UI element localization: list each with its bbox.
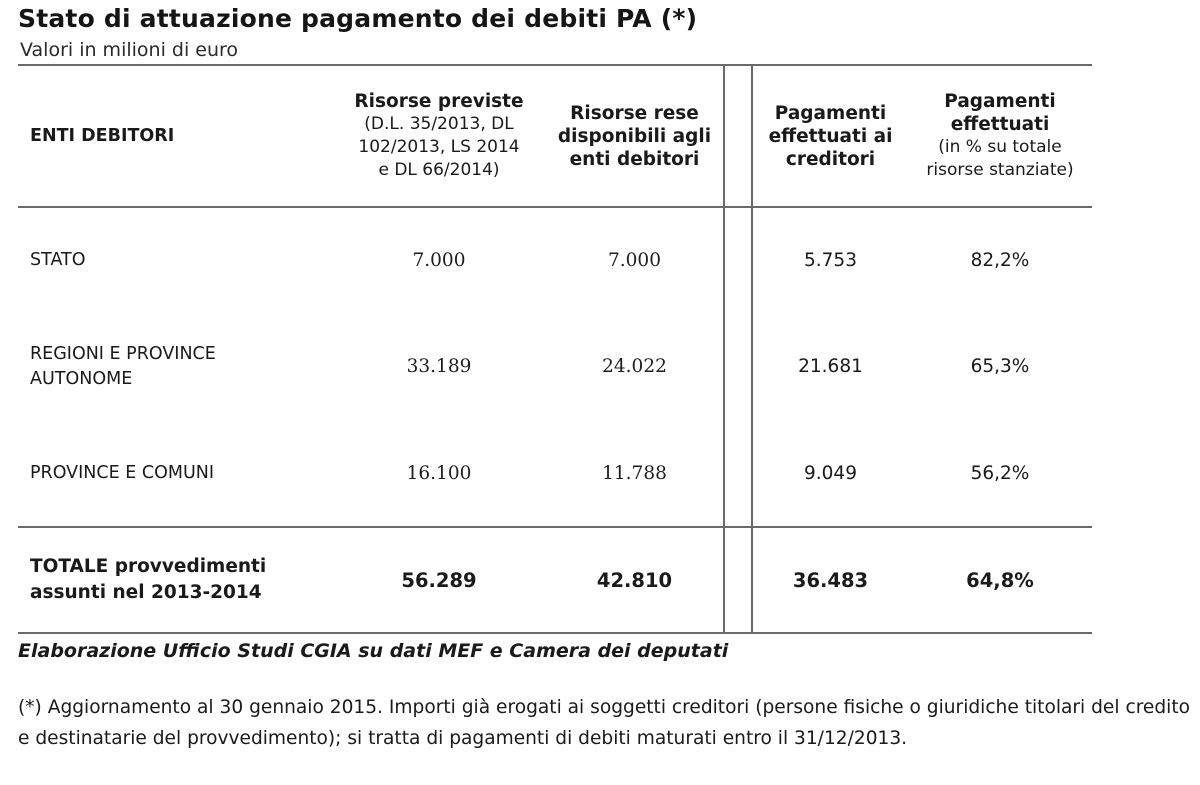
col-header-pagamenti-effettuati	[752, 65, 908, 207]
cell-pagamenti-effettuati: 5.753	[804, 250, 857, 271]
col-header-percentuale-line-2: effettuati	[950, 114, 1050, 135]
col-header-risorse-previste	[332, 65, 546, 207]
cell-pagamenti-percentuale: 65,3%	[970, 356, 1030, 377]
col-header-percentuale-line-1: Pagamenti	[944, 91, 1056, 112]
footnote: (*) Aggiornamento al 30 gennaio 2015. Importi già erogati ai soggetti creditori (persone fisiche o giuridiche titolari del credito e destinatarie del provvedimento); si tratta di pagamenti di debiti maturati entro il 31/12/2013.	[18, 697, 1190, 749]
col-header-rese-line-2: disponibili agli	[557, 125, 712, 147]
table-total-row	[18, 527, 1092, 633]
cell-pagamenti-effettuati: 9.049	[752, 420, 908, 527]
row-ente	[18, 420, 332, 527]
table-row	[18, 313, 1092, 420]
row-ente-label: STATO	[30, 250, 86, 270]
page-title: Stato di attuazione pagamento dei debiti PA (*)	[18, 4, 698, 33]
col-header-previste-detail-3: e DL 66/2014)	[378, 160, 500, 180]
total-label-line-2: assunti nel 2013-2014	[30, 582, 262, 603]
cell-risorse-previste: 16.100	[332, 420, 546, 527]
cell-pagamenti-percentuale: 82,2%	[970, 250, 1030, 271]
cell-risorse-previste: 33.189	[406, 356, 472, 377]
row-ente	[18, 313, 332, 420]
total-label-line-1: TOTALE provvedimenti	[30, 556, 267, 577]
col-header-effettuati-line-1: Pagamenti	[774, 102, 887, 124]
column-separator	[724, 65, 752, 207]
cell-risorse-rese: 11.788	[546, 420, 724, 527]
cell-pagamenti-percentuale: 56,2%	[908, 420, 1092, 527]
col-header-previste-title: Risorse previste	[354, 91, 524, 112]
table-header-row	[18, 65, 1092, 207]
col-header-risorse-rese	[546, 65, 724, 207]
column-separator	[724, 313, 752, 420]
source-note: Elaborazione Ufficio Studi CGIA su dati MEF e Camera dei deputati	[18, 640, 729, 662]
row-ente-label: REGIONI E PROVINCE	[30, 343, 216, 364]
debts-table	[18, 64, 1092, 634]
total-pagamenti-effettuati: 36.483	[752, 527, 908, 633]
col-header-pagamenti-percentuale	[908, 65, 1092, 207]
cell-risorse-rese: 7.000	[608, 250, 661, 271]
table-row	[18, 420, 1092, 527]
col-header-effettuati-line-2: effettuati ai	[768, 125, 893, 147]
col-header-effettuati-line-3: creditori	[785, 148, 876, 170]
total-pagamenti-percentuale: 64,8%	[908, 527, 1092, 633]
col-header-rese-line-3: enti debitori	[569, 148, 700, 170]
total-risorse-rese: 42.810	[546, 527, 724, 633]
cell-risorse-rese: 24.022	[602, 356, 667, 377]
column-separator	[724, 420, 752, 527]
column-separator	[724, 207, 752, 313]
col-header-percentuale-detail-1: (in % su totale	[938, 137, 1062, 157]
page-subtitle: Valori in milioni di euro	[20, 39, 239, 61]
cell-risorse-previste: 7.000	[412, 250, 466, 271]
col-header-percentuale-detail-2: risorse stanziate)	[926, 160, 1074, 180]
col-header-previste-detail-1: (D.L. 35/2013, DL	[364, 114, 514, 134]
table-row	[18, 207, 1092, 313]
row-ente-label-2: AUTONOME	[30, 368, 133, 389]
cell-pagamenti-effettuati: 21.681	[798, 356, 863, 377]
col-header-previste-detail-2: 102/2013, LS 2014	[358, 137, 520, 157]
total-label	[18, 527, 332, 633]
col-header-rese-line-1: Risorse rese	[570, 102, 699, 124]
col-header-enti: ENTI DEBITORI	[18, 65, 332, 207]
row-ente	[18, 207, 332, 313]
column-separator	[724, 527, 752, 633]
row-ente-label: PROVINCE E COMUNI	[30, 462, 215, 483]
total-risorse-previste: 56.289	[332, 527, 546, 633]
